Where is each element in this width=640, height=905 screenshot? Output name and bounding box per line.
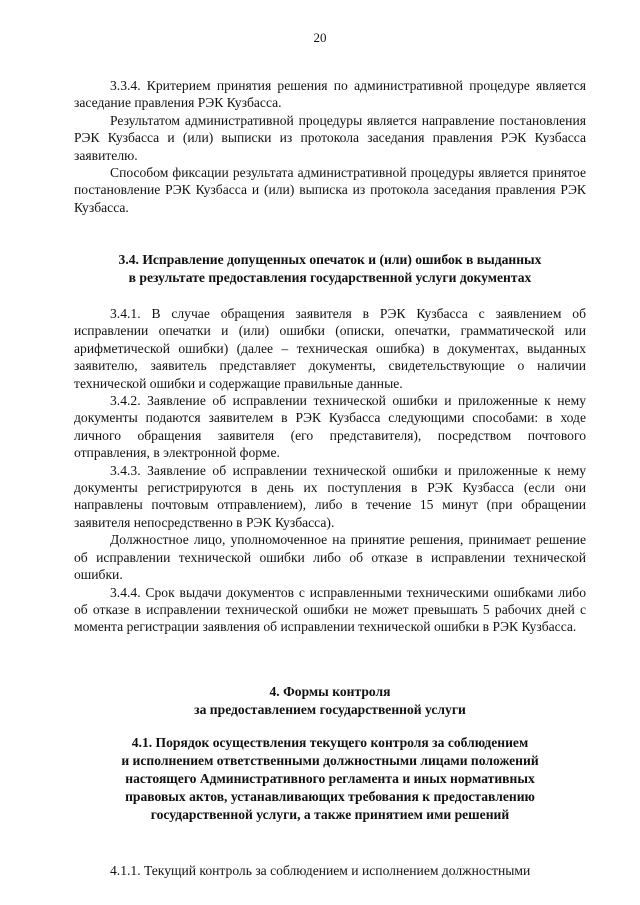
heading-line: и исполнением ответственными должностными лицами положений (121, 753, 539, 768)
heading-line: настоящего Административного регламента и иных нормативных (125, 771, 535, 786)
section-4-1-heading (74, 734, 586, 824)
heading-line: 4.1. Порядок осуществления текущего контроля за соблюдением (131, 735, 529, 750)
heading-line: правовых актов, устанавливающих требования к предоставлению (125, 789, 535, 804)
paragraph-official: Должностное лицо, уполномоченное на принятие решения, принимает решение об исправлении технической ошибки либо об отказе в исправлении технической ошибки. (74, 532, 586, 583)
heading-line: государственной услуги, а также принятием ими решений (150, 807, 510, 822)
paragraph-fixation: Способом фиксации результата административной процедуры является принятое постановление РЭК Кузбасса и (или) выписка из протокола заседания правления РЭК Кузбасса. (74, 165, 586, 215)
paragraph-3-4-1: 3.4.1. В случае обращения заявителя в РЭК Кузбасса с заявлением об исправлении опечатки и (или) ошибки (описки, опечатки, грамматической или арифметической ошибки) (далее – техническая ошибка) в документах, выданных заявителю, заявитель представляет документы, свидетельствующие о наличии технической ошибки и содержащие правильные данные. (74, 306, 586, 391)
paragraph-3-4-4: 3.4.4. Срок выдачи документов с исправленными техническими ошибками либо об отказе в исправлении технической ошибки не может превышать 5 рабочих дней с момента регистрации заявления об исправлении технической ошибки в РЭК Кузбасса. (74, 584, 586, 635)
section-4-1-heading-block (74, 734, 586, 824)
section-3-4-heading-block (74, 251, 586, 287)
section-3-4-body (74, 305, 586, 636)
paragraph-result: Результатом административной процедуры является направление постановления РЭК Кузбасса и (или) выписки из протокола заседания правления РЭК Кузбасса заявителю. (74, 112, 586, 163)
paragraph-3-4-3: 3.4.3. Заявление об исправлении технической ошибки и приложенные к нему документы регистрируются в день их поступления в РЭК Кузбасса (если они направлены почтовым отправлением), либо в течение 15 минут (при обращении заявителя непосредственно в РЭК Кузбасса). (74, 462, 586, 530)
section-3-3-4-block (74, 77, 586, 216)
paragraph-4-1-1: 4.1.1. Текущий контроль за соблюдением и исполнением должностными (110, 863, 531, 878)
paragraph-3-3-4: 3.3.4. Критерием принятия решения по административной процедуре является заседание правления РЭК Кузбасса. (74, 78, 586, 111)
heading-line: за предоставлением государственной услуги (194, 702, 466, 717)
section-4-1-1-block (74, 862, 586, 879)
section-4-heading (74, 683, 586, 719)
heading-line: 3.4. Исправление допущенных опечаток и (или) ошибок в выданных (118, 252, 542, 267)
heading-line: 4. Формы контроля (269, 684, 391, 699)
page-number: 20 (313, 30, 327, 45)
section-4-heading-block (74, 683, 586, 719)
heading-line: в результате предоставления государственной услуги документах (128, 270, 532, 285)
section-3-4-heading (74, 251, 586, 287)
paragraph-3-4-2: 3.4.2. Заявление об исправлении технической ошибки и приложенные к нему документы подаются заявителем в РЭК Кузбасса следующими способами: в ходе личного обращения заявителя (его представителя), посредством почтового отправления, в электронной форме. (74, 393, 586, 461)
